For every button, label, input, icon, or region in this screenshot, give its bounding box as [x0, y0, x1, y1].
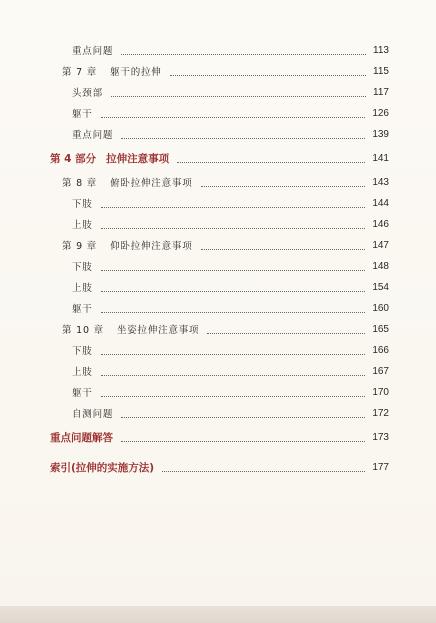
toc-page-number: 154 — [372, 281, 389, 293]
chapter-number: 第 9 章 — [62, 241, 98, 252]
toc-page-number: 143 — [372, 176, 389, 188]
toc-chapter-10[interactable] — [0, 319, 436, 339]
toc-entry-title: 重点问题 — [72, 130, 114, 141]
toc-page-number: 148 — [372, 260, 389, 272]
toc-page-number: 167 — [372, 365, 389, 377]
dot-leader — [101, 116, 366, 118]
dot-leader — [101, 269, 366, 271]
toc-entry-title: 躯干 — [72, 388, 93, 399]
page-bottom-band — [0, 606, 436, 623]
dot-leader — [121, 416, 365, 418]
dot-leader — [121, 137, 365, 139]
toc-entry-trunk-126[interactable] — [0, 103, 436, 123]
toc-page-number: 173 — [372, 431, 389, 443]
toc-index-section[interactable] — [0, 457, 436, 477]
toc-entry-title: 下肢 — [72, 199, 93, 210]
dot-leader — [101, 395, 366, 397]
chapter-number: 第 8 章 — [62, 178, 98, 189]
toc-part-4[interactable] — [0, 148, 436, 168]
toc-entry-upper-limb-146[interactable] — [0, 214, 436, 234]
toc-page-number: 144 — [372, 197, 389, 209]
toc-entry-title: 重点问题 — [72, 46, 114, 57]
dot-leader — [101, 290, 366, 292]
toc-part-title: 重点问题解答 — [50, 431, 113, 444]
toc-entry-lower-limb-144[interactable] — [0, 193, 436, 213]
dot-leader — [101, 227, 366, 229]
toc-entry-title: 下肢 — [72, 262, 93, 273]
toc-entry-title: 上肢 — [72, 220, 93, 231]
toc-page-number: 160 — [372, 302, 389, 314]
toc-entry-key-questions-139[interactable] — [0, 124, 436, 144]
toc-page-number: 146 — [372, 218, 389, 230]
dot-leader — [101, 311, 366, 313]
dot-leader — [111, 95, 366, 97]
toc-page-number: 126 — [372, 107, 389, 119]
toc-chapter-7[interactable] — [0, 61, 436, 81]
toc-page-number: 117 — [373, 86, 389, 98]
toc-page-number: 170 — [372, 386, 389, 398]
dot-leader — [121, 440, 365, 442]
toc-page-number: 141 — [372, 152, 389, 164]
toc-entry-key-questions-113[interactable] — [0, 40, 436, 60]
toc-answers-section[interactable] — [0, 427, 436, 447]
toc-page-number: 172 — [372, 407, 389, 419]
toc-page-number: 115 — [373, 65, 389, 77]
toc-entry-upper-limb-154[interactable] — [0, 277, 436, 297]
part-number: 第 4 部分 — [50, 152, 97, 165]
toc-entry-title: 俯卧拉伸注意事项 — [110, 178, 193, 189]
toc-entry-title: 自测问题 — [72, 409, 114, 420]
toc-page-number: 147 — [372, 239, 389, 251]
toc-entry-self-test[interactable] — [0, 403, 436, 423]
toc-entry-lower-limb-166[interactable] — [0, 340, 436, 360]
toc-page-number: 166 — [372, 344, 389, 356]
toc-part-title: 拉伸注意事项 — [106, 152, 170, 165]
dot-leader — [101, 206, 366, 208]
toc-entry-upper-limb-167[interactable] — [0, 361, 436, 381]
dot-leader — [170, 74, 366, 76]
toc-entry-trunk-170[interactable] — [0, 382, 436, 402]
dot-leader — [201, 248, 366, 250]
toc-entry-title: 躯干 — [72, 109, 93, 120]
toc-entry-trunk-160[interactable] — [0, 298, 436, 318]
toc-entry-title: 坐姿拉伸注意事项 — [116, 325, 200, 336]
toc-entry-lower-limb-148[interactable] — [0, 256, 436, 276]
dot-leader — [101, 374, 366, 376]
toc-entry-title: 上肢 — [72, 367, 93, 378]
toc-entry-title: 仰卧拉伸注意事项 — [110, 241, 193, 252]
chapter-number: 第 7 章 — [62, 67, 98, 78]
toc-entry-title: 躯干的拉伸 — [110, 67, 162, 78]
toc-page-number: 165 — [372, 323, 389, 335]
dot-leader — [101, 353, 366, 355]
toc-entry-head-neck[interactable] — [0, 82, 436, 102]
toc-entry-title: 躯干 — [72, 304, 93, 315]
toc-chapter-8[interactable] — [0, 172, 436, 192]
dot-leader — [207, 332, 365, 334]
dot-leader — [162, 470, 365, 472]
toc-part-title: 索引(拉伸的实施方法) — [50, 461, 155, 474]
dot-leader — [201, 185, 366, 187]
toc-page-number: 139 — [372, 128, 389, 140]
toc-page-number: 113 — [373, 44, 389, 56]
toc-entry-title: 上肢 — [72, 283, 93, 294]
dot-leader — [121, 53, 366, 55]
dot-leader — [177, 161, 365, 163]
toc-entry-title: 头颈部 — [72, 88, 103, 99]
chapter-number: 第 10 章 — [62, 325, 104, 336]
toc-chapter-9[interactable] — [0, 235, 436, 255]
toc-entry-title: 下肢 — [72, 346, 93, 357]
toc-page-number: 177 — [372, 461, 389, 473]
